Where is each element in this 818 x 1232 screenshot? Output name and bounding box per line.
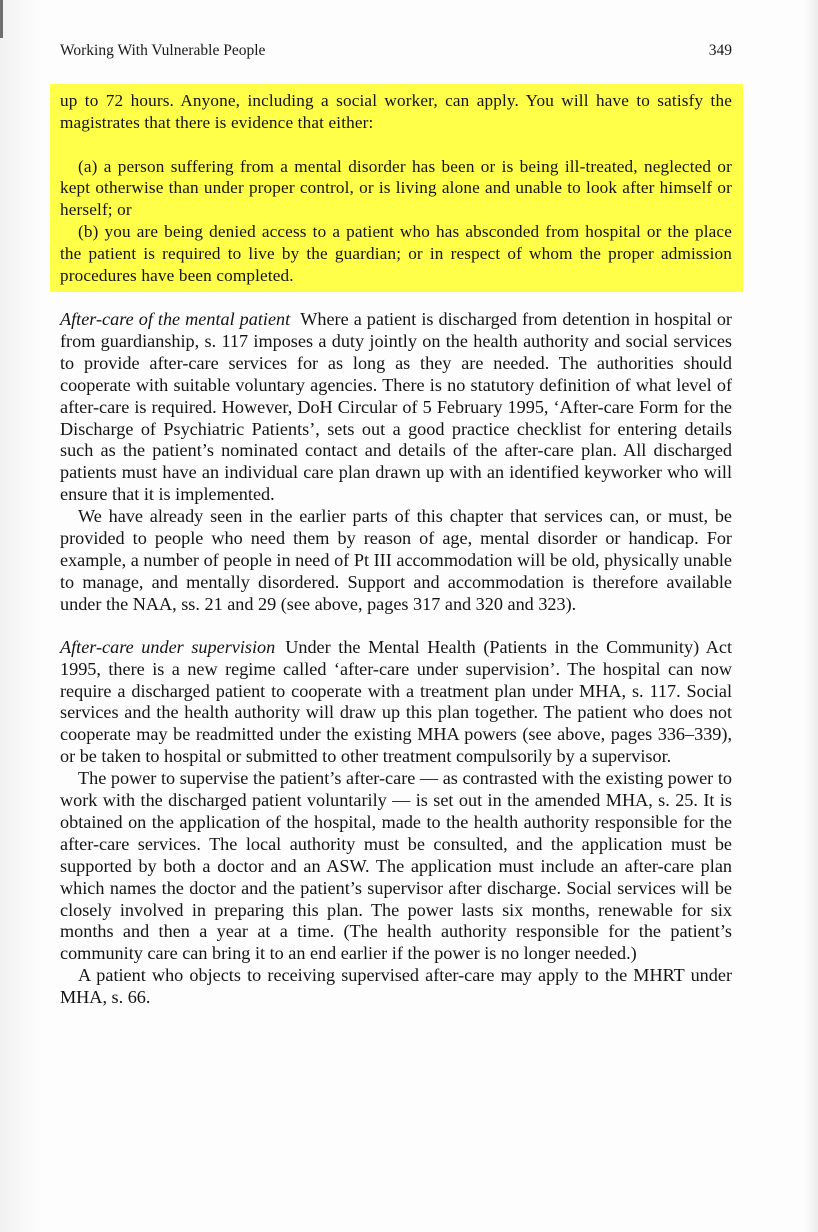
paragraph-text: Where a patient is discharged from detention in hospital or from guardianship, s. 117 imposes a duty jointly on the health authority and social services to provide after-care services for as long as they are needed. The authorities should cooperate with suitable voluntary agencies. There is no statutory definition of what level of after-care is required. However, DoH Circular of 5 February 1995, ‘After-care Form for the Discharge of Psychiatric Patients’, sets out a good practice checklist for entering details such as the patient’s nominated contact and details of the after-care plan. All discharged patients must have an individual care plan drawn up with an identified keyworker who will ensure that it is implemented. bbox=[60, 309, 732, 505]
section-after-care-paragraph-1 bbox=[60, 309, 732, 506]
running-head-title: Working With Vulnerable People bbox=[60, 42, 266, 59]
paragraph-text: Under the Mental Health (Patients in the Community) Act 1995, there is a new regime called ‘after-care under supervision’. The hospital can now require a discharged patient to cooperate with a treatment plan under MHA, s. 117. Social services and the health authority will draw up this plan together. The patient who does not cooperate may be readmitted under the existing MHA powers (see above, pages 336–339), or be taken to hospital or submitted to other treatment compulsorily by a supervisor. bbox=[60, 636, 732, 767]
highlighted-intro: up to 72 hours. Anyone, including a social worker, can apply. You will have to satisfy the magistrates that there is evidence that either: bbox=[60, 91, 732, 132]
section-supervision-paragraph-1 bbox=[60, 637, 732, 768]
section-rubric-after-care: After-care of the mental patient bbox=[60, 309, 291, 329]
page-number: 349 bbox=[708, 42, 732, 59]
page-edge-shadow-right bbox=[804, 0, 818, 1232]
section-after-care-paragraph-2: We have already seen in the earlier parts of this chapter that services can, or must, be provided to people who need them by reason of age, mental disorder or handicap. For example, a number of people in need of Pt III accommodation will be old, physically unable to manage, and mentally disordered. Support and accommodation is therefore available under the NAA, ss. 21 and 29 (see above, pages 317 and 320 and 323). bbox=[60, 506, 732, 614]
section-rubric-supervision: After-care under supervision bbox=[60, 636, 276, 657]
section-supervision-paragraph-2: The power to supervise the patient’s after-care — as contrasted with the existing power to work with the discharged patient voluntarily — is set out in the amended MHA, s. 25. It is obtained on the application of the hospital, made to the health authority responsible for the after-care services. The local authority must be consulted, and the application must be supported by both a doctor and an ASW. The application must include an after-care plan which names the doctor and the patient’s supervisor after discharge. Social services will be closely involved in preparing this plan. The power lasts six months, renewable for six months and then a year at a time. (The health authority responsible for the patient’s community care can bring it to an end earlier if the power is no longer needed.) bbox=[60, 768, 732, 964]
highlighted-passage bbox=[60, 90, 732, 286]
running-head bbox=[60, 42, 732, 60]
section-supervision-paragraph-3: A patient who objects to receiving supervised after-care may apply to the MHRT under MHA, s. 66. bbox=[60, 965, 732, 1008]
body-text bbox=[60, 309, 732, 1009]
scan-edge-mark bbox=[0, 0, 3, 38]
list-item-a: (a) a person suffering from a mental disorder has been or is being ill-treated, neglected or kept otherwise than under proper control, or is living alone and unable to look after himself or herself; or bbox=[60, 156, 732, 220]
list-item-b: (b) you are being denied access to a patient who has absconded from hospital or the place the patient is required to live by the guardian; or in respect of whom the proper admission procedures have been completed. bbox=[60, 221, 732, 285]
page-edge-shadow bbox=[0, 0, 40, 1232]
